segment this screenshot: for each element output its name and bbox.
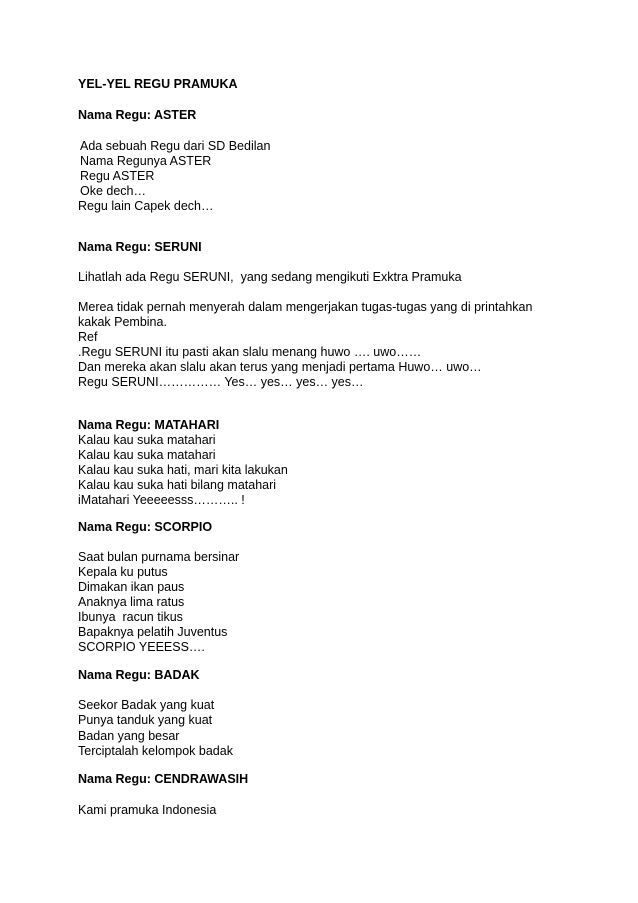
scorpio-line: Ibunya racun tikus — [78, 610, 183, 624]
seruni-line: Dan mereka akan slalu akan terus yang menjadi pertama Huwo… uwo… — [78, 360, 482, 374]
scorpio-line: Saat bulan purnama bersinar — [78, 550, 240, 564]
aster-line: Oke dech… — [80, 184, 147, 198]
matahari-line: Kalau kau suka matahari — [78, 433, 216, 447]
heading-aster: Nama Regu: ASTER — [78, 108, 197, 122]
seruni-line: .Regu SERUNI itu pasti akan slalu menang huwo …. uwo…… — [78, 345, 422, 359]
document-title: YEL-YEL REGU PRAMUKA — [78, 77, 238, 91]
heading-seruni: Nama Regu: SERUNI — [78, 240, 202, 254]
badak-line: Terciptalah kelompok badak — [78, 744, 233, 758]
cendrawasih-line: Kami pramuka Indonesia — [78, 803, 217, 817]
seruni-line: Merea tidak pernah menyerah dalam mengerjakan tugas-tugas yang di printahkan — [78, 300, 533, 314]
matahari-line: Kalau kau suka hati bilang matahari — [78, 478, 277, 492]
aster-line: Regu ASTER — [80, 169, 155, 183]
scorpio-line: Anaknya lima ratus — [78, 595, 185, 609]
seruni-line: kakak Pembina. — [78, 315, 167, 329]
matahari-line: Kalau kau suka matahari — [78, 448, 216, 462]
scorpio-line: Bapaknya pelatih Juventus — [78, 625, 228, 639]
matahari-line: iMatahari Yeeeeesss……….. ! — [78, 493, 245, 507]
seruni-line: Ref — [78, 330, 98, 344]
scorpio-line: Dimakan ikan paus — [78, 580, 185, 594]
scorpio-line: Kepala ku putus — [78, 565, 168, 579]
scorpio-line: SCORPIO YEEESS…. — [78, 640, 205, 654]
aster-line: Regu lain Capek dech… — [78, 199, 214, 213]
seruni-line: Regu SERUNI…………… Yes… yes… yes… yes… — [78, 375, 364, 389]
matahari-line: Kalau kau suka hati, mari kita lakukan — [78, 463, 288, 477]
heading-cendrawasih: Nama Regu: CENDRAWASIH — [78, 772, 249, 786]
heading-badak: Nama Regu: BADAK — [78, 668, 200, 682]
heading-matahari: Nama Regu: MATAHARI — [78, 418, 220, 432]
aster-line: Ada sebuah Regu dari SD Bedilan — [80, 139, 271, 153]
seruni-intro: Lihatlah ada Regu SERUNI, yang sedang mengikuti Exktra Pramuka — [78, 270, 462, 284]
badak-line: Punya tanduk yang kuat — [78, 713, 213, 727]
aster-line: Nama Regunya ASTER — [80, 154, 212, 168]
heading-scorpio: Nama Regu: SCORPIO — [78, 520, 213, 534]
badak-line: Seekor Badak yang kuat — [78, 698, 215, 712]
badak-line: Badan yang besar — [78, 729, 180, 743]
